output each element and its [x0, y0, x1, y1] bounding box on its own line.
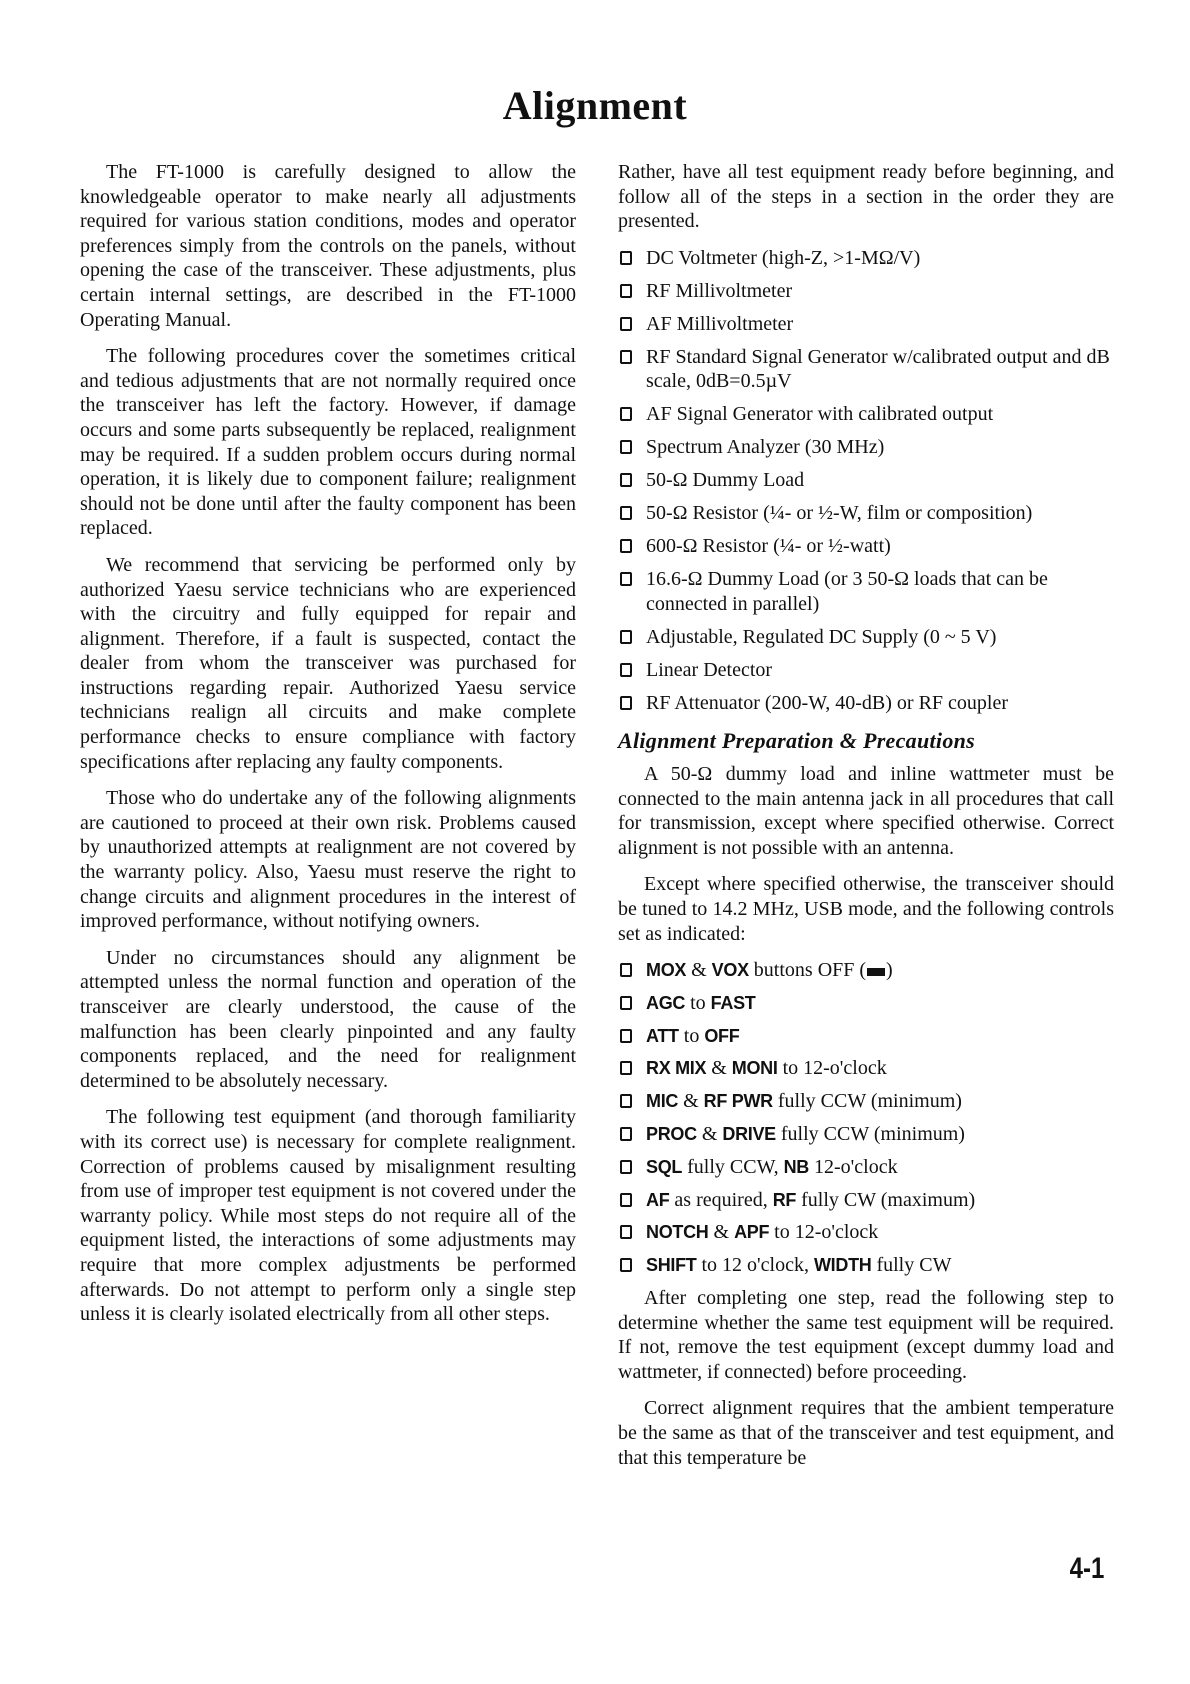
control-name: MIC — [646, 1091, 679, 1112]
control-text: & — [696, 1123, 723, 1146]
control-setting-item — [618, 1089, 1114, 1114]
control-name: NOTCH — [646, 1222, 709, 1243]
equipment-label: 16.6-Ω Dummy Load (or 3 50-Ω loads that can be connected in parallel) — [646, 568, 1048, 615]
equipment-item — [618, 501, 1114, 526]
checkbox-icon — [620, 1061, 632, 1075]
equipment-item — [618, 345, 1114, 394]
control-text: to — [685, 991, 711, 1014]
checkbox-icon — [620, 1258, 632, 1272]
control-settings-list — [618, 958, 1114, 1278]
paragraph: Rather, have all test equipment ready before beginning, and follow all of the steps in a section in the order they are presented. — [618, 161, 1114, 233]
control-name: VOX — [711, 960, 749, 981]
control-setting-item — [618, 958, 1114, 983]
control-setting-item — [618, 1056, 1114, 1081]
checkbox-icon — [620, 1193, 632, 1207]
equipment-label: AF Millivoltmeter — [646, 312, 794, 335]
control-text: & — [706, 1057, 732, 1080]
control-text: ) — [886, 959, 893, 982]
left-column — [80, 160, 576, 1339]
page-number: 4-1 — [1069, 1552, 1104, 1585]
equipment-label: Linear Detector — [646, 658, 773, 681]
checkbox-icon — [620, 473, 632, 487]
checkbox-icon — [620, 1094, 632, 1108]
checkbox-icon — [620, 572, 632, 586]
checkbox-icon — [620, 317, 632, 331]
paragraph: The FT-1000 is carefully designed to allow the knowledgeable operator to make nearly all adjustments required for various station conditions, modes and operator preferences simply from the controls on the panels, without opening the case of the transceiver. These adjustments, plus certain internal settings, are described in the FT-1000 Operating Manual. — [80, 161, 576, 331]
button-off-icon — [867, 968, 885, 976]
control-text: fully CW (maximum) — [796, 1188, 976, 1211]
paragraph: The following procedures cover the sometimes critical and tedious adjustments that are not normally required once the transceiver has left the factory. However, if damage occurs and some parts subsequently be replaced, realignment may be required. If a sudden problem occurs during normal operation, it is likely due to component failure; realignment should not be done until after the faulty component has been replaced. — [80, 345, 576, 540]
checkbox-icon — [620, 407, 632, 421]
paragraph: The following test equipment (and thorough familiarity with its correct use) is necessary for complete realignment. Correction of problems caused by misalignment resulting from use of improper test equipment is not covered under the warranty policy. While most steps do not require all of the equipment listed, the interactions of some adjustments may require that more complex adjustments be performed afterwards. Do not attempt to perform only a single step unless it is clearly isolated electrically from all other steps. — [80, 1106, 576, 1326]
checkbox-icon — [620, 630, 632, 644]
equipment-item — [618, 625, 1114, 650]
paragraph: Except where specified otherwise, the transceiver should be tuned to 14.2 MHz, USB mode, and the following controls set as indicated: — [618, 873, 1114, 945]
control-name: MOX — [646, 960, 687, 981]
paragraph: Those who do undertake any of the following alignments are cautioned to proceed at their own risk. Problems caused by unauthorized attempts at realignment are not covered by the warranty policy. Also, Yaesu must reserve the right to change circuits and alignment procedures in the interest of improved performance, without notifying owners. — [80, 787, 576, 933]
control-text: to 12-o'clock — [777, 1057, 887, 1080]
control-text: fully CCW (minimum) — [775, 1123, 965, 1146]
right-column — [618, 160, 1114, 1482]
paragraph: Under no circumstances should any alignment be attempted unless the normal function and operation of the transceiver are clearly understood, the cause of the malfunction has been clearly pinpointed and any faulty components replaced, and the need for realignment determined to be absolutely necessary. — [80, 946, 576, 1092]
checkbox-icon — [620, 663, 632, 677]
control-text: fully CCW (minimum) — [772, 1090, 962, 1113]
equipment-item — [618, 691, 1114, 716]
equipment-label: 50-Ω Dummy Load — [646, 469, 805, 492]
checkbox-icon — [620, 1029, 632, 1043]
control-setting-item — [618, 1188, 1114, 1213]
checkbox-icon — [620, 506, 632, 520]
control-text: buttons OFF ( — [748, 959, 867, 982]
control-text: to 12-o'clock — [769, 1221, 879, 1244]
control-text: & — [678, 1090, 704, 1113]
control-name: APF — [734, 1222, 770, 1243]
equipment-item — [618, 246, 1114, 271]
equipment-item — [618, 435, 1114, 460]
control-setting-item — [618, 991, 1114, 1016]
control-name: FAST — [710, 992, 756, 1013]
equipment-list — [618, 246, 1114, 716]
equipment-label: Adjustable, Regulated DC Supply (0 ~ 5 V) — [646, 625, 997, 648]
checkbox-icon — [620, 1127, 632, 1141]
control-text: & — [686, 959, 712, 982]
page-title: Alignment — [502, 83, 688, 128]
equipment-label: RF Attenuator (200-W, 40-dB) or RF coupler — [646, 691, 1009, 714]
equipment-item — [618, 567, 1114, 616]
equipment-item — [618, 312, 1114, 337]
control-setting-item — [618, 1220, 1114, 1245]
paragraph: We recommend that servicing be performed only by authorized Yaesu service technicians who are experienced with the circuitry and fully equipped for repair and alignment. Therefore, if a fault is suspected, contact the dealer from whom the transceiver was purchased for instructions regarding repair. Authorized Yaesu service technicians realign all circuits and make complete performance checks to ensure compliance with factory specifications after replacing any faulty components. — [80, 553, 576, 773]
checkbox-icon — [620, 1160, 632, 1174]
checkbox-icon — [620, 996, 632, 1010]
equipment-label: 600-Ω Resistor (¼- or ½-watt) — [646, 535, 891, 558]
equipment-label: Spectrum Analyzer (30 MHz) — [646, 436, 885, 459]
control-text: to 12 o'clock, — [696, 1254, 814, 1277]
control-setting-item — [618, 1122, 1114, 1147]
control-text: to — [678, 1024, 705, 1047]
control-name: WIDTH — [813, 1255, 872, 1276]
equipment-label: AF Signal Generator with calibrated output — [646, 403, 994, 426]
control-text: fully CCW, — [682, 1155, 784, 1178]
equipment-label: RF Standard Signal Generator w/calibrated output and dB scale, 0dB=0.5µV — [646, 345, 1110, 393]
equipment-item — [618, 468, 1114, 493]
control-name: RX MIX — [646, 1058, 707, 1079]
equipment-item — [618, 534, 1114, 559]
control-name: MONI — [731, 1058, 778, 1079]
control-name: SHIFT — [646, 1255, 697, 1276]
control-name: AF — [646, 1189, 670, 1210]
section-heading: Alignment Preparation & Precautions — [618, 728, 976, 754]
checkbox-icon — [620, 539, 632, 553]
equipment-label: 50-Ω Resistor (¼- or ½-W, film or composition) — [646, 502, 1033, 525]
equipment-item — [618, 658, 1114, 683]
control-text: 12-o'clock — [809, 1155, 898, 1178]
control-text: fully CW — [871, 1254, 952, 1277]
control-name: OFF — [704, 1025, 740, 1046]
control-text: & — [708, 1221, 735, 1244]
control-name: NB — [783, 1156, 810, 1177]
equipment-item — [618, 402, 1114, 427]
control-name: PROC — [646, 1124, 697, 1145]
checkbox-icon — [620, 963, 632, 977]
paragraph: A 50-Ω dummy load and inline wattmeter must be connected to the main antenna jack in all procedures that call for transmission, except where specified otherwise. Correct alignment is not possible with an antenna. — [618, 762, 1114, 859]
control-text: as required, — [669, 1188, 773, 1211]
checkbox-icon — [620, 440, 632, 454]
control-name: SQL — [646, 1156, 683, 1177]
control-name: RF — [772, 1189, 797, 1210]
checkbox-icon — [620, 696, 632, 710]
checkbox-icon — [620, 1225, 632, 1239]
control-setting-item — [618, 1024, 1114, 1049]
control-setting-item — [618, 1155, 1114, 1180]
control-name: RF PWR — [703, 1091, 773, 1112]
checkbox-icon — [620, 284, 632, 298]
control-setting-item — [618, 1253, 1114, 1278]
paragraph: After completing one step, read the following step to determine whether the same test equipment will be required. If not, remove the test equipment (except dummy load and wattmeter, if connected) before proceeding. — [618, 1286, 1114, 1383]
control-name: DRIVE — [722, 1124, 776, 1145]
equipment-label: RF Millivoltmeter — [646, 279, 793, 302]
paragraph: Correct alignment requires that the ambient temperature be the same as that of the transceiver and test equipment, and that this temperature be — [618, 1397, 1114, 1469]
control-name: AGC — [646, 992, 686, 1013]
checkbox-icon — [620, 251, 632, 265]
equipment-label: DC Voltmeter (high-Z, >1-MΩ/V) — [646, 246, 921, 269]
equipment-item — [618, 279, 1114, 304]
control-name: ATT — [646, 1025, 679, 1046]
checkbox-icon — [620, 350, 632, 364]
